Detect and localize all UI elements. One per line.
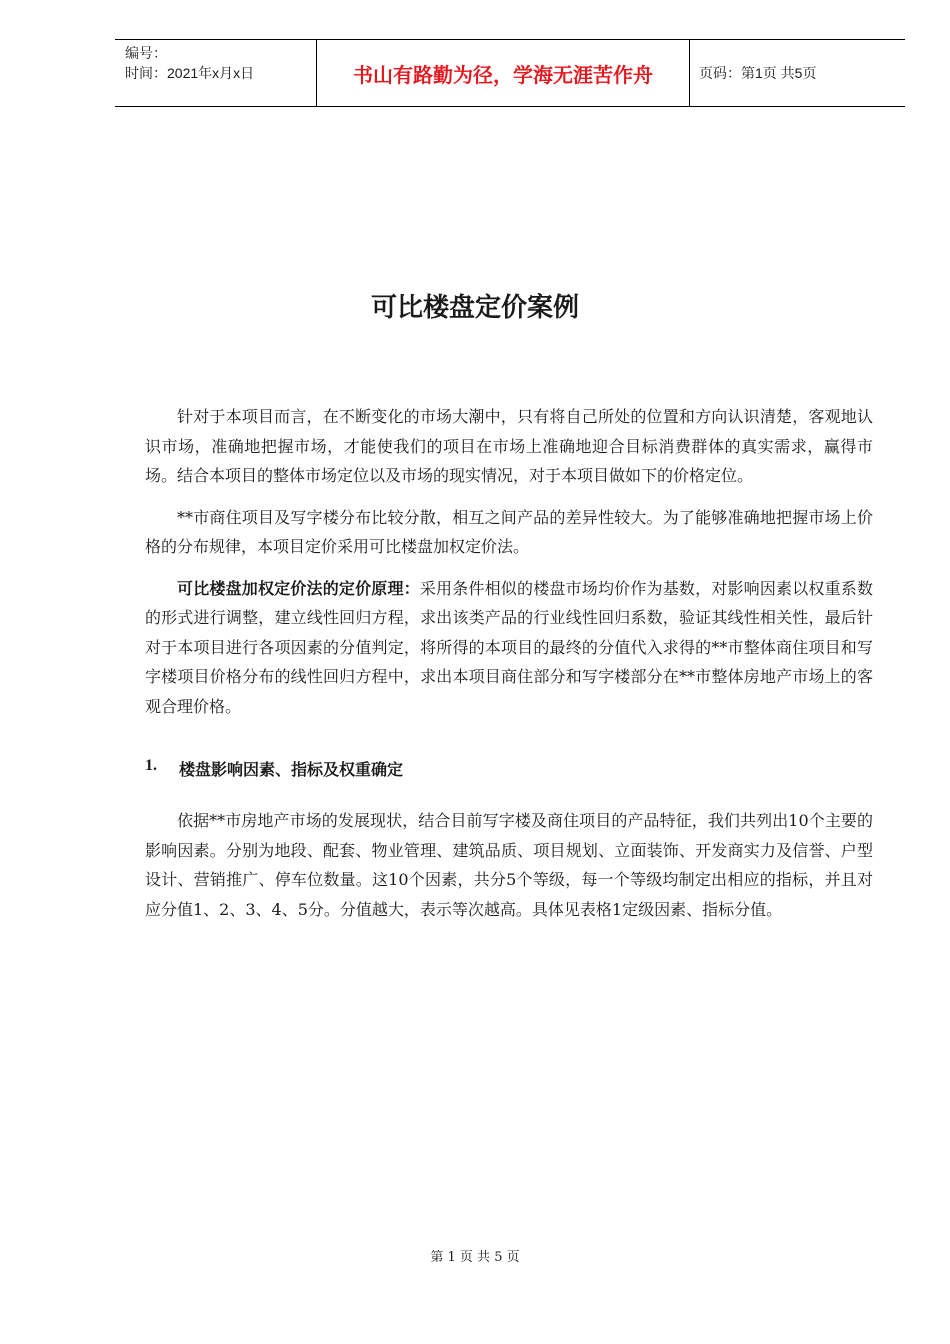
section-heading	[145, 757, 873, 780]
header-table	[115, 39, 905, 107]
paragraph-factors: 依据**市房地产市场的发展现状，结合目前写字楼及商住项目的产品特征，我们共列出10个主要的影响因素。分别为地段、配套、物业管理、建筑品质、项目规划、立面装饰、开发商实力及信誉、户型设计、营销推广、停车位数量。这10个因素，共分5个等级，每一个等级均制定出相应的指标，并且对应分值1、2、3、4、5分。分值越大，表示等次越高。具体见表格1定级因素、指标分值。	[145, 811, 873, 919]
section-title: 楼盘影响因素、指标及权重确定	[179, 760, 404, 779]
time-label: 时间：2021年x月x日	[125, 65, 255, 81]
paragraph-market: **市商住项目及写字楼分布比较分散，相互之间产品的差异性较大。为了能够准确地把握市场上价格的分布规律，本项目定价采用可比楼盘加权定价法。	[145, 507, 873, 556]
principle-lead: 可比楼盘加权定价法的定价原理：	[177, 578, 420, 598]
section-number: 1.	[145, 757, 157, 774]
code-label: 编号：	[125, 45, 167, 61]
header-meta	[115, 40, 316, 106]
paragraph-principle	[145, 574, 873, 722]
header-page-info: 页码：第1页 共5页	[699, 65, 817, 81]
principle-body: 采用条件相似的楼盘市场均价作为基数，对影响因素以权重系数的形式进行调整，建立线性回归方程，求出该类产品的行业线性回归系数，验证其线性相关性，最后针对于本项目进行各项因素的分值判定，将所得的本项目的最终的分值代入求得的**市整体商住项目和写字楼项目价格分布的线性回归方程中，求出本项目商住部分和写字楼部分在**市整体房地产市场上的客观合理价格。	[145, 578, 873, 716]
header-motto: 书山有路勤为径，学海无涯苦作舟	[316, 40, 690, 106]
document-title: 可比楼盘定价案例	[370, 293, 579, 323]
paragraph-intro: 针对于本项目而言，在不断变化的市场大潮中，只有将自己所处的位置和方向认识清楚，客观地认识市场，准确地把握市场，才能使我们的项目在市场上准确地迎合目标消费群体的真实需求，赢得市场。结合本项目的整体市场定位以及市场的现实情况，对于本项目做如下的价格定位。	[145, 407, 873, 485]
page-footer: 第 1 页 共 5 页	[430, 1250, 520, 1265]
document-body	[145, 402, 873, 924]
